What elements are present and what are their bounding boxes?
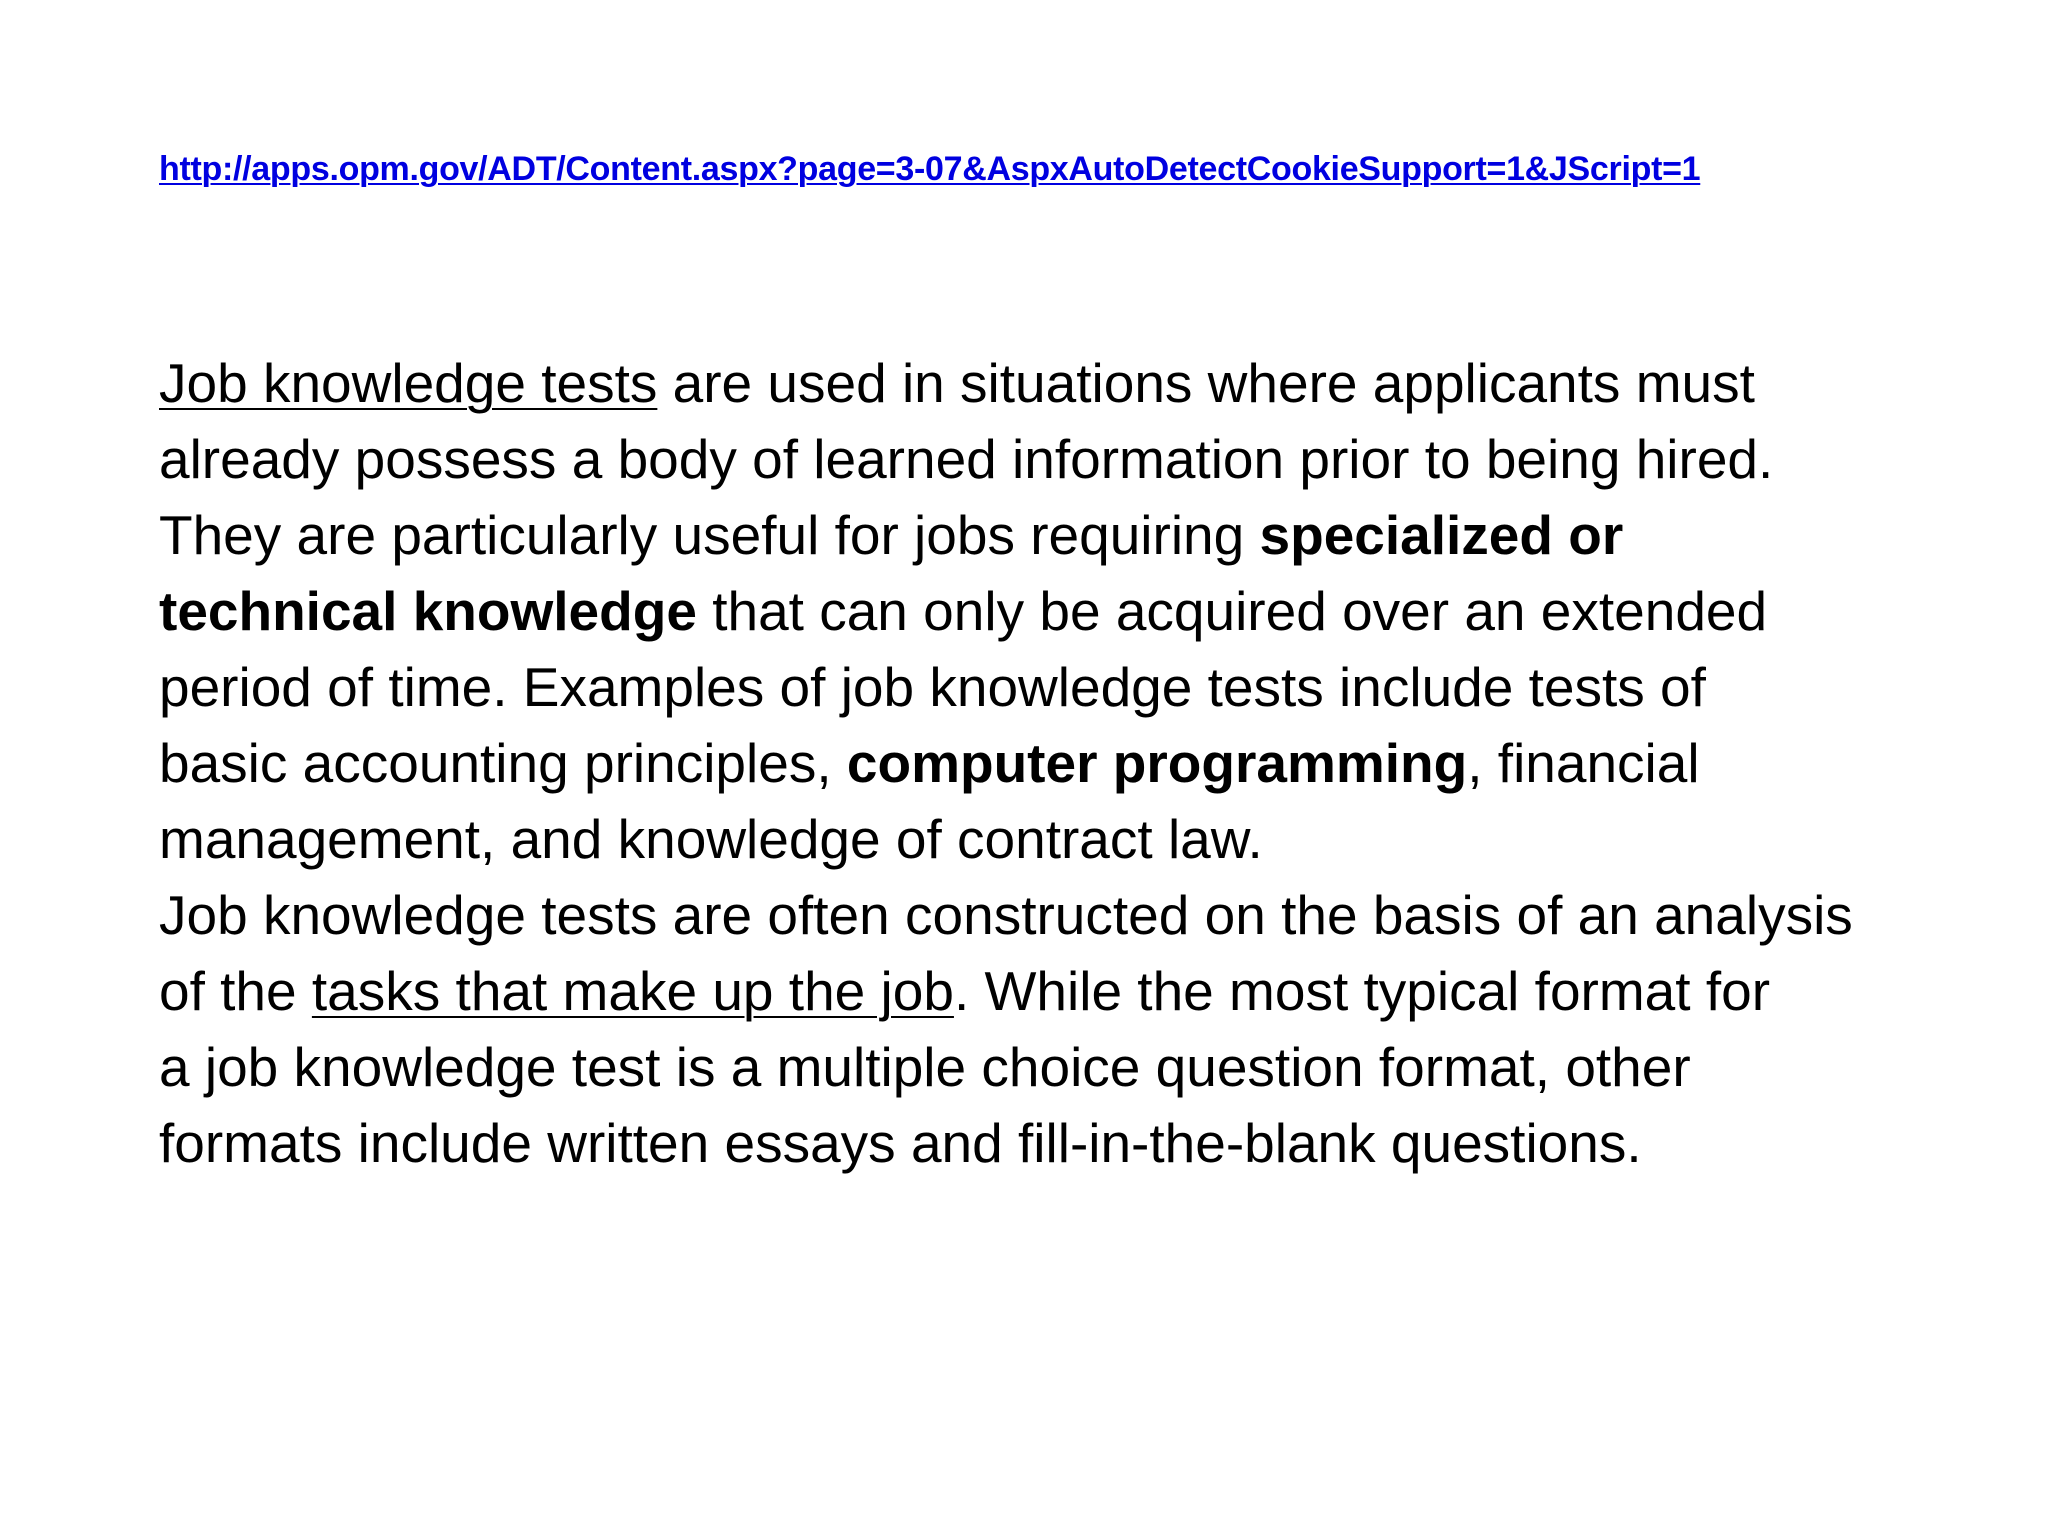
p1-line1-text: are used in situations where applicants must [657,352,1755,414]
body-text [159,345,1959,1181]
job-knowledge-tests-term: Job knowledge tests [159,352,658,414]
p2-line1-text: Job knowledge tests are often constructed on the basis of an analysis [159,884,1853,946]
p1-line7-text: management, and knowledge of contract law. [159,808,1263,870]
p1-line5-text: period of time. Examples of job knowledge tests include tests of [159,656,1706,718]
p1-line6-text: basic accounting principles, [159,732,847,794]
p2-line3-text: a job knowledge test is a multiple choice question format, other [159,1036,1691,1098]
technical-knowledge-emphasis: technical knowledge [159,580,697,642]
paragraph-1 [159,345,1959,877]
specialized-emphasis: specialized or [1259,504,1624,566]
tasks-term: tasks that make up the job [311,960,954,1022]
p1-line6-rest: , financial [1467,732,1700,794]
paragraph-2 [159,877,1959,1181]
p2-line2-text: of the [159,960,312,1022]
p1-line4-text: that can only be acquired over an extended [696,580,1768,642]
p1-line3-text: They are particularly useful for jobs requiring [159,504,1260,566]
source-link[interactable]: http://apps.opm.gov/ADT/Content.aspx?page=3-07&AspxAutoDetectCookieSupport=1&JScript=1 [159,150,1701,188]
computer-programming-emphasis: computer programming [846,732,1468,794]
p1-line2-text: already possess a body of learned information prior to being hired. [159,428,1774,490]
p2-line4-text: formats include written essays and fill-in-the-blank questions. [159,1112,1642,1174]
p2-line2-rest: . While the most typical format for [953,960,1771,1022]
